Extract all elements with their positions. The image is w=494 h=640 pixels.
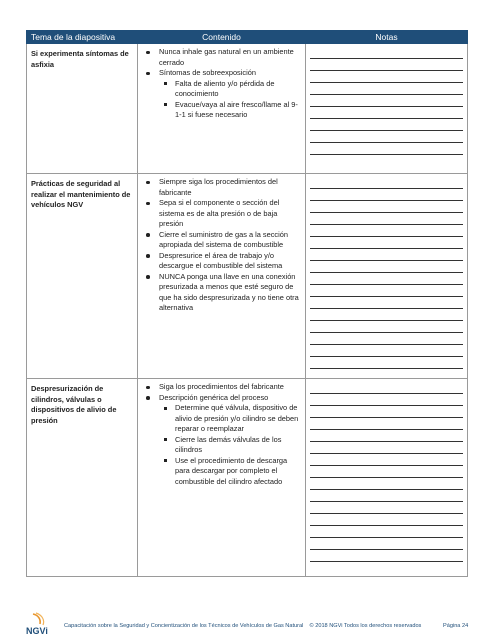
note-line bbox=[310, 261, 463, 273]
topic-cell bbox=[27, 379, 138, 577]
table-header-row bbox=[27, 31, 468, 44]
note-line bbox=[310, 201, 463, 213]
note-line bbox=[310, 309, 463, 321]
bullet-item: Siempre siga los procedimientos del fabricante bbox=[159, 177, 301, 198]
note-line bbox=[310, 550, 463, 562]
logo-text: NGVi bbox=[26, 626, 48, 636]
topic-text: Despresurización de cilindros, válvulas o dispositivos de alivio de presión bbox=[31, 384, 117, 425]
sub-bullet-item: Evacue/vaya al aire fresco/llame al 9-1-1 si fuese necesario bbox=[175, 100, 301, 121]
note-line bbox=[310, 237, 463, 249]
note-line bbox=[310, 189, 463, 201]
notes-table bbox=[26, 30, 468, 577]
sub-bullet-item: Use el procedimiento de descarga para descargar por completo el combustible del cilindro afectado bbox=[175, 456, 301, 488]
note-line bbox=[310, 71, 463, 83]
sub-bullet-item: Falta de aliento y/o pérdida de conocimiento bbox=[175, 79, 301, 100]
table-row bbox=[27, 379, 468, 577]
note-line bbox=[310, 382, 463, 394]
topic-cell bbox=[27, 44, 138, 174]
note-line bbox=[310, 119, 463, 131]
header-notas: Notas bbox=[306, 31, 468, 44]
bullet-item: NUNCA ponga una llave en una conexión presurizada a menos que esté seguro de que ha sido despresurizada y no tiene otra alternativa bbox=[159, 272, 301, 314]
page-number: Página 24 bbox=[443, 623, 469, 629]
bullet-item: Nunca inhale gas natural en un ambiente cerrado bbox=[159, 47, 301, 68]
note-line bbox=[310, 285, 463, 297]
note-line bbox=[310, 502, 463, 514]
notes-cell bbox=[306, 44, 468, 174]
note-line bbox=[310, 526, 463, 538]
topic-text: Si experimenta síntomas de asfixia bbox=[31, 49, 129, 69]
note-line bbox=[310, 47, 463, 59]
note-line bbox=[310, 418, 463, 430]
ngvi-logo bbox=[24, 612, 56, 638]
notes-cell bbox=[306, 379, 468, 577]
note-line bbox=[310, 59, 463, 71]
note-line bbox=[310, 249, 463, 261]
footer-copyright: © 2018 NGVi Todos los derechos reservados bbox=[309, 623, 422, 629]
bullet-item bbox=[159, 393, 301, 488]
note-line bbox=[310, 345, 463, 357]
note-line bbox=[310, 454, 463, 466]
bullet-item: Despresurice el área de trabajo y/o descargue el combustible del sistema bbox=[159, 251, 301, 272]
note-line bbox=[310, 297, 463, 309]
bullet-item: Sepa si el componente o sección del sistema es de alta presión o de baja presión bbox=[159, 198, 301, 230]
note-line bbox=[310, 83, 463, 95]
note-line bbox=[310, 514, 463, 526]
note-line bbox=[310, 430, 463, 442]
footer-title: Capacitación sobre la Seguridad y Concientización de los Técnicos de Vehículos de Gas Natural bbox=[64, 623, 304, 629]
content-cell bbox=[138, 174, 306, 379]
sub-bullet-item: Cierre las demás válvulas de los cilindros bbox=[175, 435, 301, 456]
bullet-text: Descripción genérica del proceso bbox=[159, 392, 269, 402]
notes-cell bbox=[306, 174, 468, 379]
note-line bbox=[310, 478, 463, 490]
note-line bbox=[310, 442, 463, 454]
sub-bullet-item: Determine qué válvula, dispositivo de alivio de presión y/o cilindro se deben reparar o reemplazar bbox=[175, 403, 301, 435]
note-line bbox=[310, 406, 463, 418]
content-cell bbox=[138, 44, 306, 174]
note-line bbox=[310, 177, 463, 189]
content-cell bbox=[138, 379, 306, 577]
bullet-item: Cierre el suministro de gas a la sección apropiada del sistema de combustible bbox=[159, 230, 301, 251]
note-line bbox=[310, 490, 463, 502]
bullet-item: Siga los procedimientos del fabricante bbox=[159, 382, 301, 393]
header-tema: Tema de la diapositiva bbox=[27, 31, 138, 44]
note-line bbox=[310, 321, 463, 333]
note-line bbox=[310, 273, 463, 285]
table-row bbox=[27, 174, 468, 379]
note-line bbox=[310, 213, 463, 225]
note-line bbox=[310, 538, 463, 550]
note-line bbox=[310, 95, 463, 107]
page-footer bbox=[0, 608, 494, 640]
table-row bbox=[27, 44, 468, 174]
topic-cell bbox=[27, 174, 138, 379]
note-line bbox=[310, 143, 463, 155]
note-line bbox=[310, 394, 463, 406]
note-line bbox=[310, 225, 463, 237]
bullet-item bbox=[159, 68, 301, 121]
header-contenido: Contenido bbox=[138, 31, 306, 44]
note-line bbox=[310, 333, 463, 345]
note-line bbox=[310, 357, 463, 369]
note-line bbox=[310, 466, 463, 478]
note-line bbox=[310, 131, 463, 143]
note-line bbox=[310, 107, 463, 119]
topic-text: Prácticas de seguridad al realizar el mantenimiento de vehículos NGV bbox=[31, 179, 131, 209]
footer-text bbox=[64, 623, 421, 629]
bullet-text: Síntomas de sobreexposición bbox=[159, 68, 256, 77]
